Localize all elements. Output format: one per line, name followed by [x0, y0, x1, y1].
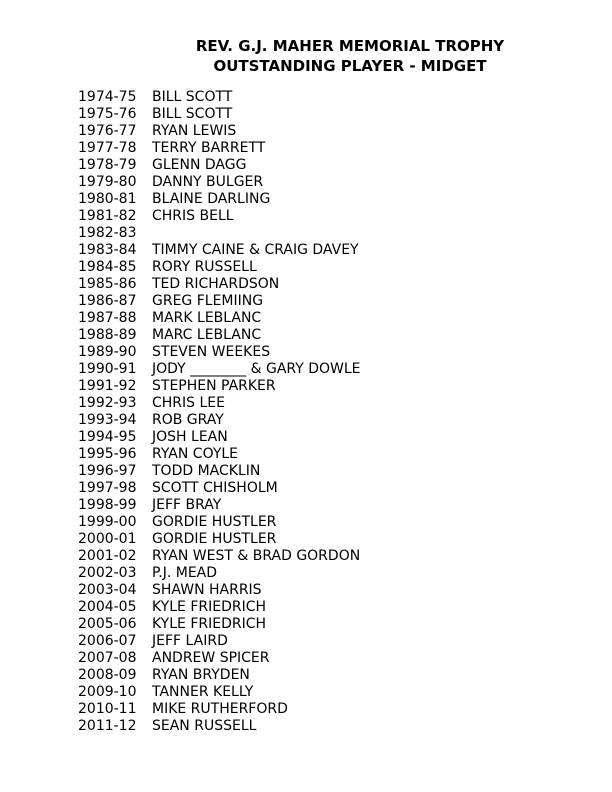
- winner-row: [78, 395, 361, 412]
- season-label: 2006-07: [78, 633, 137, 649]
- winner-row: [78, 633, 361, 650]
- page-title: REV. G.J. MAHER MEMORIAL TROPHY: [195, 37, 505, 55]
- winner-row: [78, 310, 361, 327]
- season-label: 1981-82: [78, 208, 137, 224]
- winner-name: P.J. MEAD: [152, 565, 218, 581]
- winner-row: [78, 276, 361, 293]
- season-label: 1978-79: [78, 157, 137, 173]
- winner-name: ANDREW SPICER: [152, 650, 270, 666]
- season-label: 2005-06: [78, 616, 137, 632]
- winner-name: RORY RUSSELL: [152, 259, 257, 275]
- winner-row: [78, 514, 361, 531]
- winner-name: SEAN RUSSELL: [152, 718, 257, 734]
- winner-name: STEVEN WEEKES: [152, 344, 271, 360]
- winner-row: [78, 429, 361, 446]
- winner-name: SHAWN HARRIS: [152, 582, 262, 598]
- season-label: 2000-01: [78, 531, 137, 547]
- season-label: 1991-92: [78, 378, 137, 394]
- winner-row: [78, 378, 361, 395]
- winner-row: [78, 327, 361, 344]
- season-label: 1984-85: [78, 259, 137, 275]
- winner-row: [78, 259, 361, 276]
- winner-name: BLAINE DARLING: [152, 191, 271, 207]
- season-label: 1977-78: [78, 140, 137, 156]
- season-label: 1988-89: [78, 327, 137, 343]
- season-label: 2004-05: [78, 599, 137, 615]
- winner-name: GORDIE HUSTLER: [152, 514, 277, 530]
- winner-name: GLENN DAGG: [152, 157, 247, 173]
- season-label: 1995-96: [78, 446, 137, 462]
- season-label: 2001-02: [78, 548, 137, 564]
- season-label: 1994-95: [78, 429, 137, 445]
- season-label: 2003-04: [78, 582, 137, 598]
- winner-row: [78, 140, 361, 157]
- winner-row: [78, 361, 361, 378]
- season-label: 2009-10: [78, 684, 137, 700]
- winner-row: [78, 225, 361, 242]
- winner-row: [78, 463, 361, 480]
- winner-name: GREG FLEMIING: [152, 293, 264, 309]
- season-label: 1992-93: [78, 395, 137, 411]
- winner-row: [78, 667, 361, 684]
- winner-name: CHRIS LEE: [152, 395, 225, 411]
- season-label: 1976-77: [78, 123, 137, 139]
- winner-row: [78, 548, 361, 565]
- page-subtitle: OUTSTANDING PLAYER - MIDGET: [213, 57, 487, 75]
- season-label: 1999-00: [78, 514, 137, 530]
- season-label: 1985-86: [78, 276, 137, 292]
- winner-name: TIMMY CAINE & CRAIG DAVEY: [152, 242, 359, 258]
- winner-row: [78, 293, 361, 310]
- winner-name: ROB GRAY: [152, 412, 224, 428]
- season-label: 2010-11: [78, 701, 137, 717]
- season-label: 1996-97: [78, 463, 137, 479]
- winner-row: [78, 208, 361, 225]
- season-label: 2008-09: [78, 667, 137, 683]
- winner-name: CHRIS BELL: [152, 208, 234, 224]
- winner-name: RYAN LEWIS: [152, 123, 237, 139]
- winner-row: [78, 599, 361, 616]
- winner-row: [78, 497, 361, 514]
- winner-name: KYLE FRIEDRICH: [152, 616, 267, 632]
- winner-name: RYAN COYLE: [152, 446, 239, 462]
- winner-row: [78, 242, 361, 259]
- season-label: 1987-88: [78, 310, 137, 326]
- season-label: 1982-83: [78, 225, 137, 241]
- winner-row: [78, 565, 361, 582]
- winner-name: TED RICHARDSON: [152, 276, 280, 292]
- winner-row: [78, 582, 361, 599]
- winner-row: [78, 616, 361, 633]
- season-label: 1993-94: [78, 412, 137, 428]
- winner-name: RYAN WEST & BRAD GORDON: [152, 548, 361, 564]
- season-label: 2007-08: [78, 650, 137, 666]
- winner-row: [78, 344, 361, 361]
- winner-name: TODD MACKLIN: [152, 463, 261, 479]
- winner-row: [78, 446, 361, 463]
- winner-name: RYAN BRYDEN: [152, 667, 250, 683]
- winner-name: MARK LEBLANC: [152, 310, 262, 326]
- winner-name: SCOTT CHISHOLM: [152, 480, 278, 496]
- season-label: 1989-90: [78, 344, 137, 360]
- season-label: 1983-84: [78, 242, 137, 258]
- winners-list: [78, 89, 361, 735]
- season-label: 1974-75: [78, 89, 137, 105]
- winner-row: [78, 480, 361, 497]
- winner-name: JOSH LEAN: [152, 429, 228, 445]
- winner-row: [78, 123, 361, 140]
- winner-row: [78, 191, 361, 208]
- season-label: 1998-99: [78, 497, 137, 513]
- winner-name: GORDIE HUSTLER: [152, 531, 277, 547]
- winner-row: [78, 174, 361, 191]
- winner-name: TERRY BARRETT: [152, 140, 266, 156]
- winner-name: BILL SCOTT: [152, 89, 233, 105]
- season-label: 1975-76: [78, 106, 137, 122]
- winner-row: [78, 701, 361, 718]
- winner-row: [78, 157, 361, 174]
- season-label: 1979-80: [78, 174, 137, 190]
- winner-row: [78, 89, 361, 106]
- winner-row: [78, 412, 361, 429]
- winner-name: DANNY BULGER: [152, 174, 264, 190]
- winner-name: JEFF BRAY: [152, 497, 222, 513]
- season-label: 2011-12: [78, 718, 137, 734]
- winner-name: MIKE RUTHERFORD: [152, 701, 288, 717]
- winner-row: [78, 650, 361, 667]
- winner-name: JODY ________ & GARY DOWLE: [152, 361, 361, 377]
- winner-name: MARC LEBLANC: [152, 327, 262, 343]
- winner-row: [78, 106, 361, 123]
- winner-row: [78, 531, 361, 548]
- season-label: 2002-03: [78, 565, 137, 581]
- winner-row: [78, 718, 361, 735]
- season-label: 1980-81: [78, 191, 137, 207]
- winner-name: STEPHEN PARKER: [152, 378, 276, 394]
- winner-row: [78, 684, 361, 701]
- winner-name: BILL SCOTT: [152, 106, 233, 122]
- season-label: 1997-98: [78, 480, 137, 496]
- winner-name: KYLE FRIEDRICH: [152, 599, 267, 615]
- winner-name: JEFF LAIRD: [152, 633, 228, 649]
- winner-name: TANNER KELLY: [152, 684, 254, 700]
- season-label: 1990-91: [78, 361, 137, 377]
- season-label: 1986-87: [78, 293, 137, 309]
